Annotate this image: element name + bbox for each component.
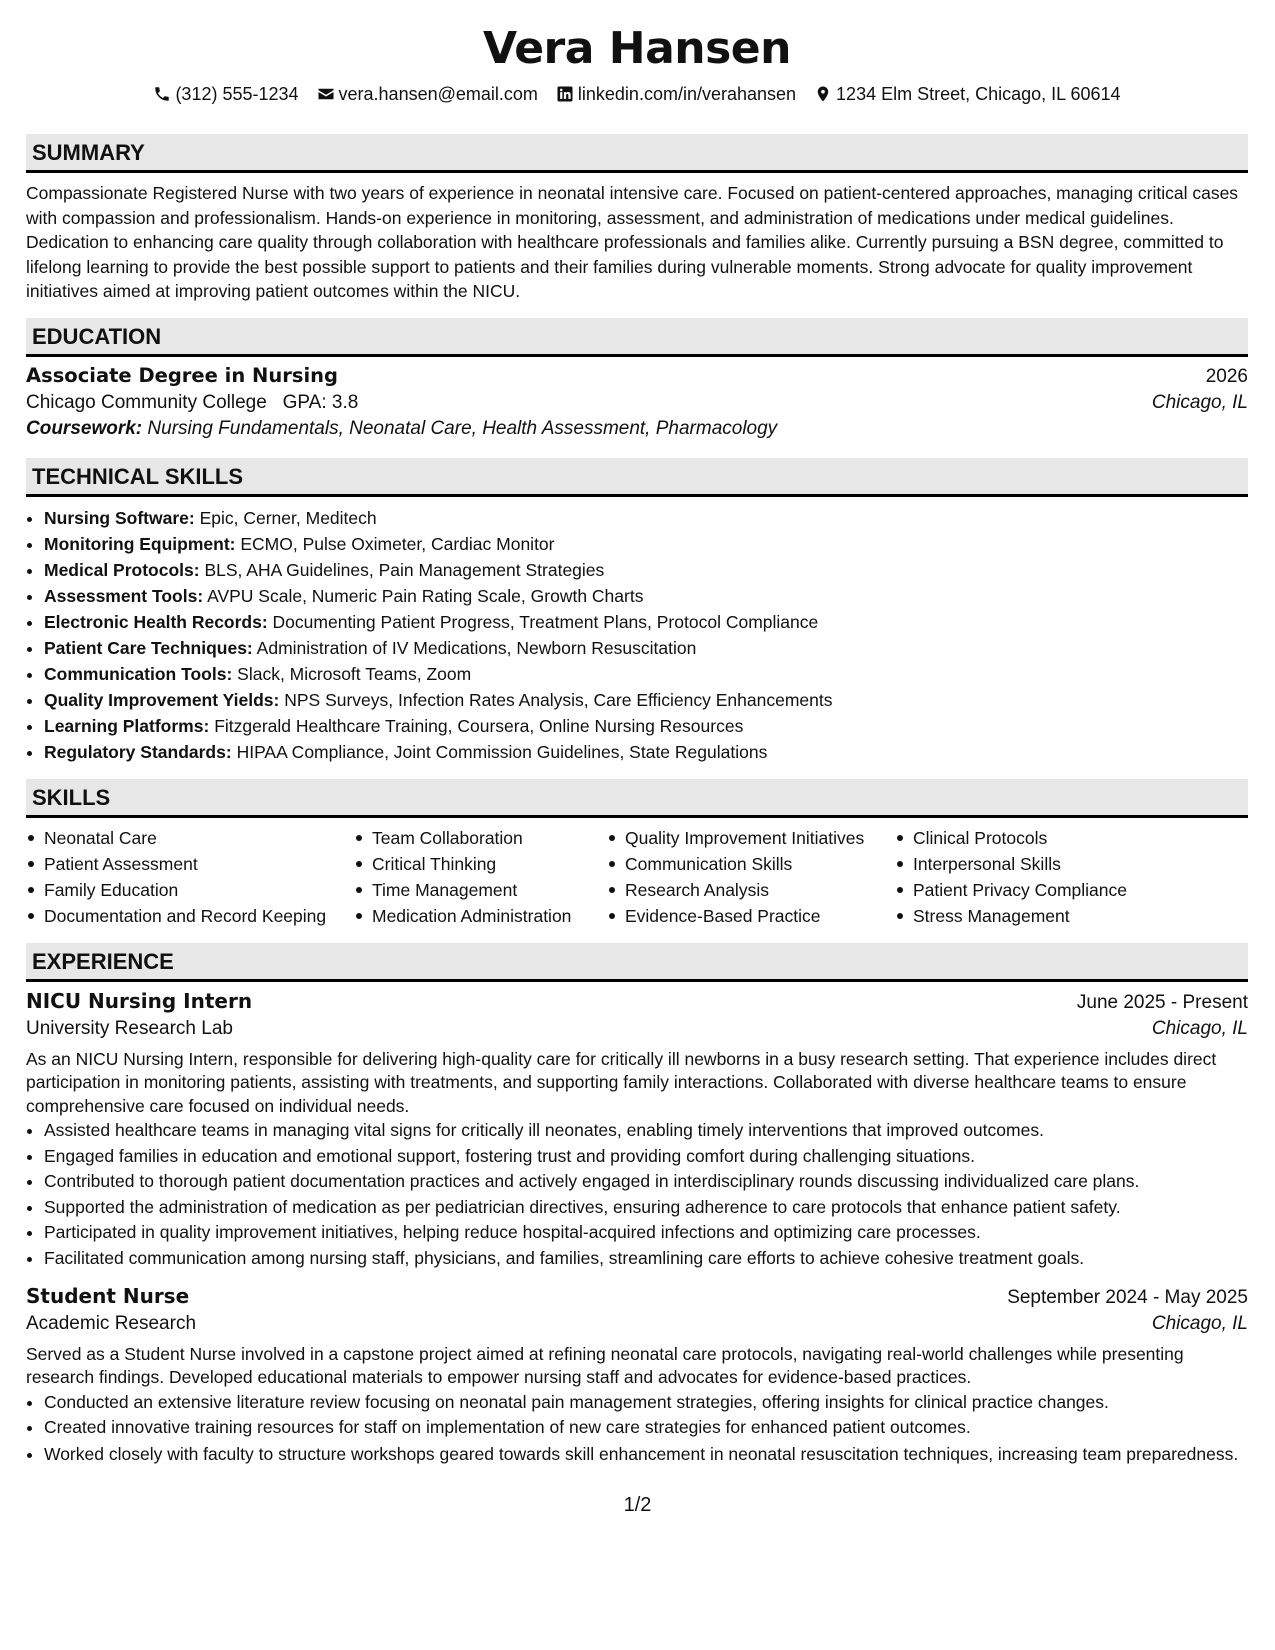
- job-org: University Research Lab: [26, 1017, 233, 1039]
- skill-label: Nursing Software:: [44, 507, 195, 528]
- envelope-icon: [317, 85, 335, 103]
- list-item: Family Education: [26, 877, 354, 903]
- list-item: • Contributed to thorough patient documentation practices and actively engaged in interdisciplinary rounds discussing individualized care plans.: [44, 1169, 1248, 1195]
- list-item: • Facilitated communication among nursing staff, physicians, and families, streamlining care efforts to achieve cohesive treatment goals.: [44, 1246, 1248, 1272]
- phone-icon: [153, 85, 171, 103]
- skill-label: Quality Improvement Yields:: [44, 689, 280, 710]
- skill-value: ECMO, Pulse Oximeter, Cardiac Monitor: [240, 533, 555, 554]
- job-description: Served as a Student Nurse involved in a capstone project aimed at refining neonatal care protocols, navigating real-world challenges while presenting research findings. Developed educational materials to empower nursing staff and advocates for evidence-based practices.: [26, 1343, 1184, 1388]
- list-item: Clinical Protocols: [895, 825, 1195, 851]
- list-item: Patient Assessment: [26, 851, 354, 877]
- skill-label: Electronic Health Records:: [44, 611, 268, 632]
- school-row: [26, 392, 1248, 414]
- contact-address: [814, 82, 1121, 106]
- list-item: Documentation and Record Keeping: [26, 903, 354, 929]
- job-title: Student Nurse: [26, 1283, 190, 1308]
- skills-column: [607, 825, 895, 929]
- school-line: [26, 392, 358, 414]
- job-entry: [26, 989, 1248, 1272]
- degree-title: Associate Degree in Nursing: [26, 363, 338, 387]
- job-org-row: [26, 1313, 1248, 1335]
- list-item: [44, 635, 1248, 661]
- education-heading: EDUCATION: [26, 318, 1248, 357]
- skill-label: Learning Platforms:: [44, 715, 210, 736]
- experience-section: [26, 943, 1248, 1467]
- skills-section: [26, 779, 1248, 929]
- education-section: [26, 318, 1248, 440]
- list-item: Critical Thinking: [354, 851, 607, 877]
- job-dates: September 2024 - May 2025: [1007, 1286, 1248, 1308]
- job-title-row: [26, 1284, 1248, 1309]
- list-item: [44, 713, 1248, 739]
- list-item: • Created innovative training resources for staff on implementation of new care strategies for enhanced patient outcomes.: [44, 1415, 1248, 1441]
- list-item: [44, 557, 1248, 583]
- job-bullets: [26, 1118, 1248, 1272]
- list-item: Research Analysis: [607, 877, 895, 903]
- summary-text: Compassionate Registered Nurse with two years of experience in neonatal intensive care. Focused on patient-centered approaches, managing critical cases with compassion and professionalism. Hands-on experience in monitoring, assessment, and administration of medications under medical guidelines. Dedication to enhancing care quality through collaboration with healthcare professionals and families alike. Currently pursuing a BSN degree, committed to lifelong learning to provide the best possible support to patients and their families during vulnerable moments. Strong advocate for quality improvement initiatives aimed at improving patient outcomes within the NICU.: [26, 183, 1239, 301]
- list-item: [44, 687, 1248, 713]
- skill-label: Communication Tools:: [44, 663, 233, 684]
- contact-bar: [26, 82, 1248, 106]
- coursework-line: [26, 418, 1248, 440]
- school-name: Chicago Community College: [26, 391, 267, 413]
- summary-section: [26, 134, 1248, 304]
- education-row: [26, 364, 1248, 388]
- job-location: Chicago, IL: [1151, 1017, 1248, 1039]
- resume-page: [26, 22, 1248, 1466]
- skill-value: Slack, Microsoft Teams, Zoom: [237, 663, 472, 684]
- school-location: Chicago, IL: [1151, 391, 1248, 413]
- list-item: • Worked closely with faculty to structure workshops geared towards skill enhancement in neonatal resuscitation techniques, increasing team preparedness.: [44, 1441, 1248, 1467]
- job-dates: June 2025 - Present: [1076, 991, 1248, 1013]
- graduation-year: 2026: [1205, 365, 1248, 387]
- list-item: • Engaged families in education and emotional support, fostering trust and providing comfort during challenging situations.: [44, 1144, 1248, 1170]
- list-item: Interpersonal Skills: [895, 851, 1195, 877]
- job-org: Academic Research: [26, 1312, 197, 1334]
- skill-label: Patient Care Techniques:: [44, 637, 253, 658]
- job-title: NICU Nursing Intern: [26, 988, 253, 1013]
- list-item: • Conducted an extensive literature review focusing on neonatal pain management strategies, offering insights for clinical practice changes.: [44, 1390, 1248, 1416]
- skills-grid: [26, 825, 1248, 929]
- skill-value: NPS Surveys, Infection Rates Analysis, Care Efficiency Enhancements: [284, 689, 833, 710]
- linkedin-link[interactable]: linkedin.com/in/verahansen: [577, 84, 797, 104]
- address-text: 1234 Elm Street, Chicago, IL 60614: [836, 84, 1121, 104]
- skill-value: Fitzgerald Healthcare Training, Coursera, Online Nursing Resources: [214, 715, 744, 736]
- map-pin-icon: [814, 85, 832, 103]
- skills-column: [895, 825, 1195, 929]
- page-number: 1/2: [623, 1494, 652, 1516]
- contact-phone: [153, 82, 298, 106]
- technical-skills-heading: TECHNICAL SKILLS: [26, 458, 1248, 497]
- job-org-row: [26, 1018, 1248, 1040]
- technical-skills-section: [26, 458, 1248, 765]
- list-item: [44, 583, 1248, 609]
- list-item: Communication Skills: [607, 851, 895, 877]
- experience-heading: EXPERIENCE: [26, 943, 1248, 982]
- gpa: GPA: 3.8: [282, 391, 359, 413]
- email-link[interactable]: vera.hansen@email.com: [338, 84, 538, 104]
- job-location: Chicago, IL: [1151, 1312, 1248, 1334]
- skills-heading: SKILLS: [26, 779, 1248, 818]
- skill-label: Regulatory Standards:: [44, 741, 232, 762]
- list-item: [44, 739, 1248, 765]
- skill-value: Administration of IV Medications, Newborn Resuscitation: [256, 637, 697, 658]
- job-title-row: [26, 989, 1248, 1014]
- linkedin-icon: [556, 85, 574, 103]
- list-item: Team Collaboration: [354, 825, 607, 851]
- skills-column: [354, 825, 607, 929]
- list-item: Time Management: [354, 877, 607, 903]
- skill-label: Assessment Tools:: [44, 585, 204, 606]
- job-bullets: [26, 1390, 1248, 1467]
- phone-text: (312) 555-1234: [175, 84, 299, 104]
- list-item: [44, 505, 1248, 531]
- skill-value: Epic, Cerner, Meditech: [199, 507, 377, 528]
- candidate-name: Vera Hansen: [483, 23, 791, 74]
- list-item: Neonatal Care: [26, 825, 354, 851]
- list-item: Evidence-Based Practice: [607, 903, 895, 929]
- list-item: Quality Improvement Initiatives: [607, 825, 895, 851]
- job-entry: [26, 1284, 1248, 1467]
- skill-label: Medical Protocols:: [44, 559, 200, 580]
- list-item: • Assisted healthcare teams in managing vital signs for critically ill neonates, enabling timely interventions that improved outcomes.: [44, 1118, 1248, 1144]
- list-item: • Supported the administration of medication as per pediatrician directives, ensuring adherence to care protocols that enhance patient safety.: [44, 1195, 1248, 1221]
- job-description: As an NICU Nursing Intern, responsible for delivering high-quality care for critically ill newborns in a busy research setting. That experience includes direct participation in monitoring patients, assisting with treatments, and supporting family interactions. Collaborated with diverse healthcare teams to ensure comprehensive care focused on individual needs.: [26, 1048, 1217, 1116]
- coursework-label: Coursework:: [26, 417, 143, 439]
- contact-email: [317, 82, 538, 106]
- list-item: Stress Management: [895, 903, 1195, 929]
- skill-value: BLS, AHA Guidelines, Pain Management Strategies: [204, 559, 605, 580]
- coursework-list: Nursing Fundamentals, Neonatal Care, Health Assessment, Pharmacology: [147, 417, 778, 439]
- list-item: [44, 609, 1248, 635]
- contact-linkedin: [556, 82, 796, 106]
- skills-column: [26, 825, 354, 929]
- summary-heading: SUMMARY: [26, 134, 1248, 173]
- skill-value: HIPAA Compliance, Joint Commission Guidelines, State Regulations: [236, 741, 768, 762]
- list-item: • Participated in quality improvement initiatives, helping reduce hospital-acquired infections and optimizing care processes.: [44, 1220, 1248, 1246]
- skill-value: Documenting Patient Progress, Treatment Plans, Protocol Compliance: [272, 611, 819, 632]
- list-item: Medication Administration: [354, 903, 607, 929]
- technical-skills-list: [26, 505, 1248, 765]
- skill-label: Monitoring Equipment:: [44, 533, 236, 554]
- list-item: Patient Privacy Compliance: [895, 877, 1195, 903]
- list-item: [44, 661, 1248, 687]
- skill-value: AVPU Scale, Numeric Pain Rating Scale, Growth Charts: [207, 585, 644, 606]
- list-item: [44, 531, 1248, 557]
